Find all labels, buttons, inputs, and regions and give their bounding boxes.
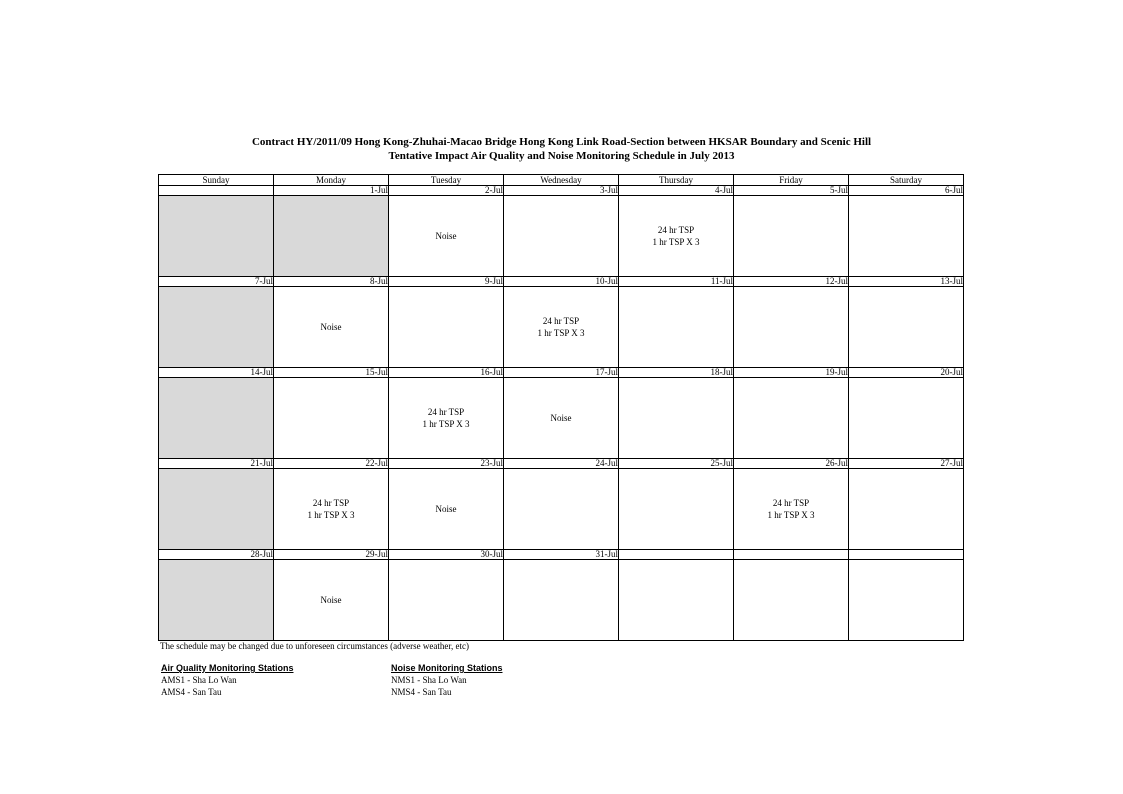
date-label: 11-Jul [619,277,734,287]
monitoring-event: Noise [320,595,342,605]
weekday-header: Monday [274,175,389,186]
day-cell [389,560,504,641]
monitoring-event: Noise [435,504,457,514]
date-label: 21-Jul [159,459,274,469]
air-quality-legend [161,663,294,698]
date-label: 25-Jul [619,459,734,469]
monitoring-event: 1 hr TSP X 3 [307,510,355,520]
day-cell [619,560,734,641]
day-cell [734,287,849,368]
day-cell [274,560,389,641]
date-label [159,186,274,196]
weekday-header: Wednesday [504,175,619,186]
date-label: 20-Jul [849,368,964,378]
noise-heading: Noise Monitoring Stations [391,663,503,673]
date-label: 8-Jul [274,277,389,287]
day-cell [849,378,964,459]
day-cell [389,469,504,550]
noise-station-item: NMS1 - Sha Lo Wan [391,675,467,685]
monitoring-event: 1 hr TSP X 3 [537,328,585,338]
day-cell [849,469,964,550]
date-label: 27-Jul [849,459,964,469]
day-cell [389,287,504,368]
date-label [619,550,734,560]
day-cell [619,378,734,459]
date-label: 7-Jul [159,277,274,287]
date-label: 2-Jul [389,186,504,196]
air-station-item: AMS1 - Sha Lo Wan [161,675,237,685]
monitoring-event: Noise [435,231,457,241]
monitoring-event: 1 hr TSP X 3 [422,419,470,429]
date-label: 9-Jul [389,277,504,287]
day-cell [504,287,619,368]
shaded-day-cell [159,560,274,641]
weekday-header: Tuesday [389,175,504,186]
day-cell [849,560,964,641]
day-cell [504,560,619,641]
day-cell [734,378,849,459]
date-label: 22-Jul [274,459,389,469]
monitoring-event: 24 hr TSP [427,407,465,417]
date-label: 16-Jul [389,368,504,378]
date-label: 31-Jul [504,550,619,560]
monitoring-event: 1 hr TSP X 3 [767,510,815,520]
document-title: Contract HY/2011/09 Hong Kong-Zhuhai-Macao Bridge Hong Kong Link Road-Section between HKSAR Boundary and Scenic Hill [251,136,872,148]
date-label: 18-Jul [619,368,734,378]
date-label: 12-Jul [734,277,849,287]
date-label: 1-Jul [274,186,389,196]
date-label: 15-Jul [274,368,389,378]
air-quality-heading: Air Quality Monitoring Stations [161,663,294,673]
date-label [734,550,849,560]
shaded-day-cell [159,378,274,459]
day-cell [734,196,849,277]
weekday-header: Thursday [619,175,734,186]
date-label [849,550,964,560]
day-cell [389,378,504,459]
noise-legend [391,663,503,698]
day-cell [619,196,734,277]
date-label: 4-Jul [619,186,734,196]
day-cell [274,378,389,459]
date-label: 17-Jul [504,368,619,378]
document-subtitle: Tentative Impact Air Quality and Noise Monitoring Schedule in July 2013 [388,150,735,162]
day-cell [389,196,504,277]
date-label: 30-Jul [389,550,504,560]
monitoring-event: Noise [550,413,572,423]
monitoring-event: 24 hr TSP [542,316,580,326]
air-station-item: AMS4 - San Tau [161,687,222,697]
date-label: 6-Jul [849,186,964,196]
weekday-header: Friday [734,175,849,186]
weekday-header: Saturday [849,175,964,186]
monitoring-event: 24 hr TSP [312,498,350,508]
day-cell [504,196,619,277]
monitoring-event: 24 hr TSP [772,498,810,508]
monitoring-event: 24 hr TSP [657,225,695,235]
monitoring-event: Noise [320,322,342,332]
day-cell [849,196,964,277]
day-cell [849,287,964,368]
weekday-header: Sunday [159,175,274,186]
day-cell [274,287,389,368]
shaded-day-cell [159,469,274,550]
day-cell [734,560,849,641]
calendar-table [158,174,964,641]
day-cell [619,287,734,368]
date-label: 23-Jul [389,459,504,469]
date-label: 13-Jul [849,277,964,287]
day-cell [274,469,389,550]
day-cell [619,469,734,550]
noise-station-item: NMS4 - San Tau [391,687,452,697]
date-label: 14-Jul [159,368,274,378]
date-label: 26-Jul [734,459,849,469]
date-label: 10-Jul [504,277,619,287]
shaded-day-cell [159,196,274,277]
day-cell [504,469,619,550]
calendar-schedule [158,174,964,640]
monitoring-event: 1 hr TSP X 3 [652,237,700,247]
schedule-footnote: The schedule may be changed due to unforeseen circumstances (adverse weather, etc) [160,641,469,651]
shaded-day-cell [274,196,389,277]
shaded-day-cell [159,287,274,368]
date-label: 5-Jul [734,186,849,196]
date-label: 24-Jul [504,459,619,469]
date-label: 19-Jul [734,368,849,378]
date-label: 28-Jul [159,550,274,560]
day-cell [734,469,849,550]
date-label: 3-Jul [504,186,619,196]
date-label: 29-Jul [274,550,389,560]
day-cell [504,378,619,459]
